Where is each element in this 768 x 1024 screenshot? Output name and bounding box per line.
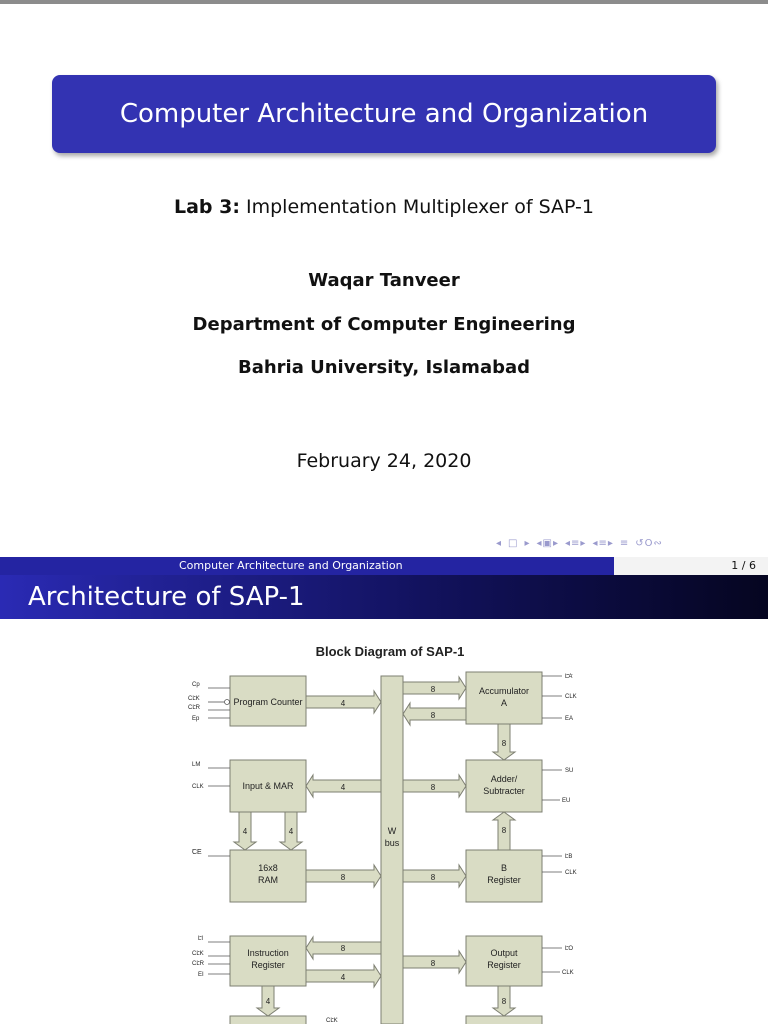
output-register-label-1: Output (490, 948, 518, 958)
beamer-navigation[interactable] (496, 538, 663, 549)
frame-icon[interactable]: ◂▣▸ (536, 538, 560, 549)
search-icon[interactable]: ↺Ο∾ (635, 538, 663, 549)
binary-display-block (466, 1016, 542, 1024)
bus-width-ir-out: 4 (340, 973, 346, 982)
output-register-label-2: Register (487, 960, 521, 970)
diagram-title: Block Diagram of SAP-1 (315, 644, 465, 659)
signal-clk-mar: CLK (192, 784, 204, 790)
align-icon[interactable]: ≡ (619, 538, 630, 549)
controller-block (230, 1016, 306, 1024)
signal-ei-bar: EI (198, 972, 204, 978)
footer-bar (0, 557, 768, 575)
adder-label-1: Adder/ (490, 774, 518, 784)
department-name: Department of Computer Engineering (192, 314, 576, 335)
w-bus-label-1: W (387, 826, 397, 836)
lab-line (0, 196, 768, 218)
university-name: Bahria University, Islamabad (237, 357, 531, 378)
bus-width-ir-down: 4 (265, 997, 271, 1006)
b-register-label-1: B (500, 863, 508, 873)
signal-clk-out: CLK (562, 970, 574, 976)
signal-clk-b: CLK (565, 870, 577, 876)
pc-clk-bubble (225, 700, 230, 705)
signal-clk-bar-ir: CLK (192, 951, 204, 957)
signal-lm: LM (192, 762, 201, 768)
accumulator-label-2: A (500, 698, 508, 708)
top-divider (0, 0, 768, 4)
bus-width-adder: 8 (430, 783, 436, 792)
ram-label-2: RAM (258, 875, 278, 885)
signal-clr-bar-pc: CLR (188, 705, 201, 711)
bus-width-acc-down: 8 (501, 739, 507, 748)
bus-width-out-down: 8 (501, 997, 507, 1006)
b-register-label-2: Register (487, 875, 521, 885)
author-name: Waqar Tanveer (308, 270, 460, 291)
lab-title: Implementation Multiplexer of SAP-1 (246, 196, 594, 218)
bus-width-mar: 4 (340, 783, 346, 792)
accumulator-label-1: Accumulator (478, 686, 530, 696)
signal-eu: EU (562, 798, 571, 804)
bus-width-mar-ram-left: 4 (242, 827, 248, 836)
w-bus (381, 676, 403, 1024)
w-bus-label-2: bus (384, 838, 400, 848)
signal-clk-acc: CLK (565, 694, 577, 700)
bus-width-out: 8 (430, 959, 436, 968)
subsection-icon[interactable]: ◂≡▸ (565, 538, 587, 549)
presentation-title: Computer Architecture and Organization (119, 99, 649, 129)
signal-lb-bar: LB (565, 854, 573, 860)
signal-cp: Cp (192, 682, 200, 688)
bus-width-pc: 4 (340, 699, 346, 708)
signal-lo-bar: LO (565, 946, 574, 952)
signal-ep: Ep (192, 716, 200, 722)
adder-label-2: Subtracter (483, 786, 525, 796)
bus-width-ir-in: 8 (340, 944, 346, 953)
instruction-register-label-1: Instruction (247, 948, 289, 958)
signal-la-bar: LA (565, 674, 573, 680)
arrow-left-icon[interactable]: ◂ (496, 538, 503, 549)
footer-page-number: 1 / 6 (614, 557, 768, 575)
arrow-right-icon[interactable]: ▸ (524, 538, 531, 549)
title-box (52, 75, 716, 153)
presentation-date: February 24, 2020 (296, 450, 472, 472)
signal-ea: EA (565, 716, 574, 722)
bus-width-mar-ram-right: 4 (288, 827, 294, 836)
signal-clr-ir: CLR (192, 961, 205, 967)
frame-title: Architecture of SAP-1 (0, 575, 768, 619)
bus-width-acc-in: 8 (430, 685, 436, 694)
bus-width-acc-out: 8 (430, 711, 436, 720)
signal-clk-bottom: CLK (326, 1018, 338, 1024)
signal-li-bar: LI (198, 936, 204, 942)
sap1-block-diagram (0, 630, 768, 1024)
footer-course: Computer Architecture and Organization (0, 557, 614, 575)
bus-width-b: 8 (430, 873, 436, 882)
signal-clk-bar-pc: CLK (188, 696, 200, 702)
bus-width-ram: 8 (340, 873, 346, 882)
lab-label: Lab 3: (173, 196, 240, 218)
instruction-register-label-2: Register (251, 960, 285, 970)
ram-label-1: 16x8 (258, 863, 278, 873)
section-icon[interactable]: ◂≡▸ (592, 538, 614, 549)
input-mar-label: Input & MAR (242, 781, 294, 791)
bus-width-adder-up: 8 (501, 826, 507, 835)
slide-icon[interactable]: □ (508, 538, 519, 549)
signal-ce-bar: CE (192, 849, 202, 856)
signal-su: SU (565, 768, 574, 774)
program-counter-label: Program Counter (233, 697, 303, 707)
